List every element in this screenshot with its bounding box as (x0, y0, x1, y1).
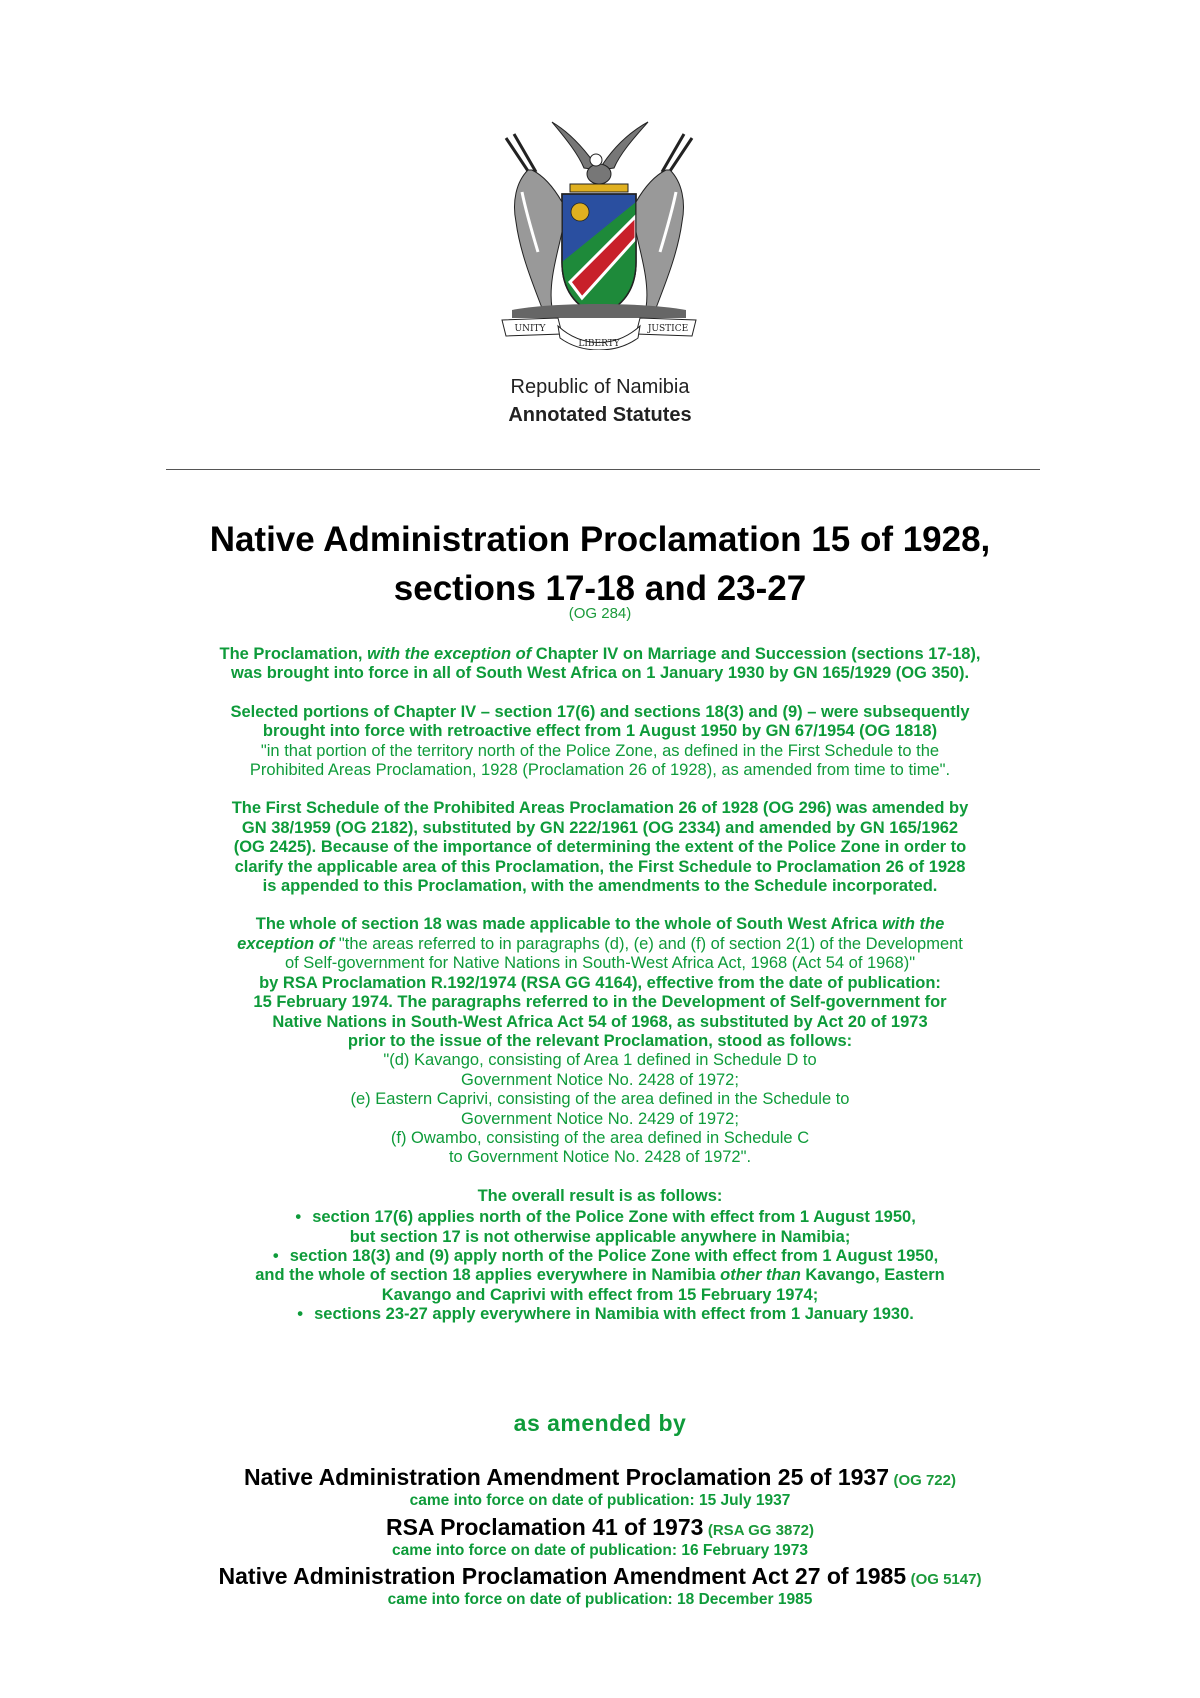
note-text: prior to the issue of the relevant Proclamation, stood as follows: (347, 1031, 853, 1050)
list-item-text-italic: other than (720, 1266, 801, 1285)
as-amended-heading: as amended by (513, 1410, 687, 1436)
series-heading: Annotated Statutes (508, 404, 692, 426)
republic-heading: Republic of Namibia (510, 376, 690, 398)
eagle-icon (552, 122, 648, 184)
note-quote: Prohibited Areas Proclamation, 1928 (Proclamation 26 of 1928), as amended from time to time". (249, 761, 951, 780)
note-commencement (150, 645, 1050, 684)
bullet-icon: • (272, 1246, 279, 1265)
note-text-italic: exception of (237, 934, 335, 953)
note-quote: "the areas referred to in paragraphs (d), (e) and (f) of section 2(1) of the Development (334, 934, 963, 953)
note-quote: (e) Eastern Caprivi, consisting of the area defined in the Schedule to (350, 1090, 850, 1109)
motto-ribbon (502, 318, 696, 350)
title-line-2: sections 17-18 and 23-27 (393, 569, 807, 608)
amendment-commencement: came into force on date of publication: 16 February 1973 (391, 1542, 809, 1559)
amendment-gazette: (RSA GG 3872) (707, 1522, 815, 1539)
list-item (150, 1247, 1050, 1305)
note-text: by RSA Proclamation R.192/1974 (RSA GG 4164), effective from the date of publication: (259, 973, 941, 992)
note-text: Chapter IV on Marriage and Succession (sections 17-18), (531, 645, 981, 663)
note-text: (OG 2425). Because of the importance of determining the extent of the Police Zone in order to (233, 838, 967, 857)
list-item-text: section 18(3) and (9) apply north of the Police Zone with effect from 1 August 1950, (289, 1246, 939, 1265)
list-item-text: Kavango and Caprivi with effect from 15 February 1974; (381, 1285, 819, 1304)
amendment-commencement: came into force on date of publication: 15 July 1937 (409, 1492, 791, 1509)
list-item-text: but section 17 is not otherwise applicable anywhere in Namibia; (349, 1227, 851, 1246)
list-item (150, 1305, 1050, 1324)
note-text: Native Nations in South-West Africa Act 54 of 1968, as substituted by Act 20 of 1973 (272, 1012, 928, 1031)
note-section-18 (150, 915, 1050, 1167)
note-text: clarify the applicable area of this Proclamation, the First Schedule to Proclamation 26 of 1928 (234, 857, 966, 876)
note-quote: of Self-government for Native Nations in South-West Africa Act, 1968 (Act 54 of 1968)" (284, 954, 916, 973)
note-text: 15 February 1974. The paragraphs referred to in the Development of Self-government for (253, 993, 947, 1012)
note-first-schedule (150, 799, 1050, 896)
amendment-commencement: came into force on date of publication: 18 December 1985 (387, 1591, 813, 1608)
note-text: GN 38/1959 (OG 2182), substituted by GN 222/1961 (OG 2334) and amended by GN 165/1962 (241, 818, 959, 837)
oryx-left-icon (506, 134, 562, 308)
shield-icon (562, 194, 636, 316)
editorial-notes (150, 645, 1050, 1325)
bullet-icon: • (295, 1208, 302, 1227)
note-text: is appended to this Proclamation, with the amendments to the Schedule incorporated. (262, 877, 938, 896)
note-text: Selected portions of Chapter IV – section 17(6) and sections 18(3) and (9) – were subsequently (230, 702, 970, 721)
result-list (150, 1208, 1050, 1324)
note-text-italic: with the exception of (367, 645, 532, 663)
list-item-text: and the whole of section 18 applies everywhere in Namibia (255, 1266, 721, 1285)
amendment-gazette: (OG 722) (893, 1472, 956, 1489)
note-quote: "(d) Kavango, consisting of Area 1 defined in Schedule D to (383, 1051, 817, 1070)
oryx-right-icon (636, 134, 692, 308)
list-item-text: Kavango, Eastern (800, 1266, 945, 1285)
note-text-italic: with the (881, 915, 945, 934)
amendment-entry (0, 1514, 1200, 1560)
list-item-text: sections 23-27 apply everywhere in Namibia with effect from 1 January 1930. (314, 1305, 914, 1324)
note-text: The First Schedule of the Prohibited Areas Proclamation 26 of 1928 (OG 296) was amended by (231, 799, 969, 818)
note-quote: Government Notice No. 2428 of 1972; (461, 1070, 739, 1089)
gazette-reference: (OG 284) (568, 605, 632, 622)
list-item (150, 1208, 1050, 1247)
title-line-1: Native Administration Proclamation 15 of 1928, (209, 520, 991, 559)
note-text: The whole of section 18 was made applicable to the whole of South West Africa (255, 915, 882, 934)
amendment-gazette: (OG 5147) (910, 1571, 982, 1588)
list-item-text: section 17(6) applies north of the Police Zone with effect from 1 August 1950, (312, 1208, 916, 1227)
document-title (0, 515, 1200, 613)
note-text: The Proclamation, (219, 645, 368, 663)
ground (512, 304, 686, 318)
divider (166, 469, 1040, 470)
motto-justice: JUSTICE (647, 324, 689, 334)
amendment-name: Native Administration Amendment Proclamation 25 of 1937 (244, 1464, 890, 1490)
amendment-entry (0, 1464, 1200, 1510)
result-heading: The overall result is as follows: (477, 1186, 723, 1205)
amendment-name: RSA Proclamation 41 of 1973 (385, 1514, 704, 1540)
namibia-coat-of-arms-icon (492, 112, 706, 350)
note-quote: to Government Notice No. 2428 of 1972". (448, 1148, 752, 1167)
amendment-name: Native Administration Proclamation Amendment Act 27 of 1985 (218, 1563, 907, 1589)
motto-unity: UNITY (514, 324, 546, 334)
bullet-icon: • (297, 1305, 303, 1324)
note-text: was brought into force in all of South West Africa on 1 January 1930 by GN 165/1929 (OG 350). (230, 664, 970, 683)
amendment-entry (0, 1563, 1200, 1609)
motto-liberty: LIBERTY (578, 339, 620, 349)
overall-result (150, 1187, 1050, 1325)
crest-band (570, 184, 628, 192)
note-quote: "in that portion of the territory north of the Police Zone, as defined in the First Schedule to the (260, 741, 940, 760)
note-selected-portions (150, 703, 1050, 781)
note-quote: Government Notice No. 2429 of 1972; (461, 1109, 739, 1128)
note-quote: (f) Owambo, consisting of the area defined in Schedule C (390, 1128, 810, 1147)
note-text: brought into force with retroactive effect from 1 August 1950 by GN 67/1954 (OG 1818) (262, 722, 938, 741)
